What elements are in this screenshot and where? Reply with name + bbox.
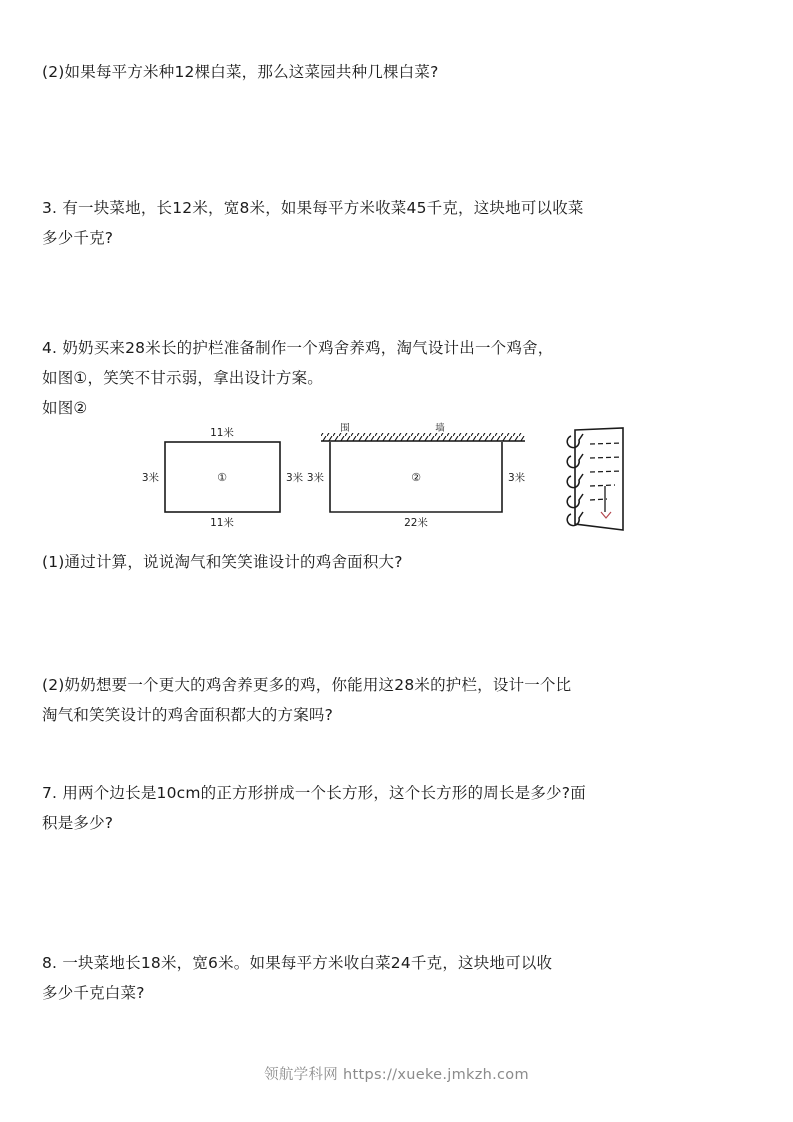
rect1-bottom-label: 11米 <box>210 517 234 529</box>
question-line: 8. 一块菜地长18米，宽6米。如果每平方米收白菜24千克，这块地可以收 <box>42 954 553 972</box>
question-line: 7. 用两个边长是10cm的正方形拼成一个长方形，这个长方形的周长是多少?面 <box>42 784 586 802</box>
footer-watermark: 领航学科网 https://xueke.jmkzh.com <box>264 1067 529 1083</box>
rect1-marker: ① <box>217 471 227 484</box>
figure-rect-1 <box>142 426 304 529</box>
question-block-q7 <box>42 778 765 838</box>
question-line: 如图② <box>42 399 88 417</box>
question-block-q8 <box>42 948 765 1008</box>
question-block-q4-sub1 <box>42 547 765 577</box>
question-line: 多少千克白菜? <box>42 984 145 1002</box>
question-line: 如图①，笑笑不甘示弱，拿出设计方案。 <box>42 369 323 387</box>
wall-hatching <box>321 433 525 441</box>
question-block-q3 <box>42 193 765 253</box>
rect1-left-label: 3米 <box>141 472 159 484</box>
question-block-q2 <box>42 57 765 87</box>
wall-label-right: 墙 <box>435 423 445 434</box>
question-line: (2)奶奶想要一个更大的鸡舍养更多的鸡，你能用这28米的护栏，设计一个比 <box>42 676 572 694</box>
rect2-bottom-label: 22米 <box>404 517 428 529</box>
question-line: 淘气和笑笑设计的鸡舍面积都大的方案吗? <box>42 706 334 724</box>
rect1-top-label: 11米 <box>210 427 234 439</box>
question-line: 积是多少? <box>42 814 114 832</box>
question-line: 多少千克? <box>42 229 114 247</box>
rect2-left-label: 3米 <box>306 472 324 484</box>
question-line: (1)通过计算，说说淘气和笑笑谁设计的鸡舍面积大? <box>42 553 403 571</box>
question-block-q4-sub2 <box>42 670 765 730</box>
question-block-q4-stem <box>42 333 765 423</box>
figure-rect-2 <box>307 422 526 529</box>
wall-label-left: 围 <box>340 423 350 434</box>
spiral-notebook-icon <box>567 428 623 530</box>
rect2-marker: ② <box>411 471 421 484</box>
rect1-right-label: 3米 <box>286 472 304 484</box>
question-line: 3. 有一块菜地，长12米，宽8米，如果每平方米收菜45千克，这块地可以收菜 <box>42 199 584 217</box>
rect2-right-label: 3米 <box>508 472 526 484</box>
question-line: (2)如果每平方米种12棵白菜，那么这菜园共种几棵白菜? <box>42 63 439 81</box>
chicken-coop-figure <box>135 420 625 535</box>
question-line: 4. 奶奶买来28米长的护栏准备制作一个鸡舍养鸡，淘气设计出一个鸡舍， <box>42 339 554 357</box>
